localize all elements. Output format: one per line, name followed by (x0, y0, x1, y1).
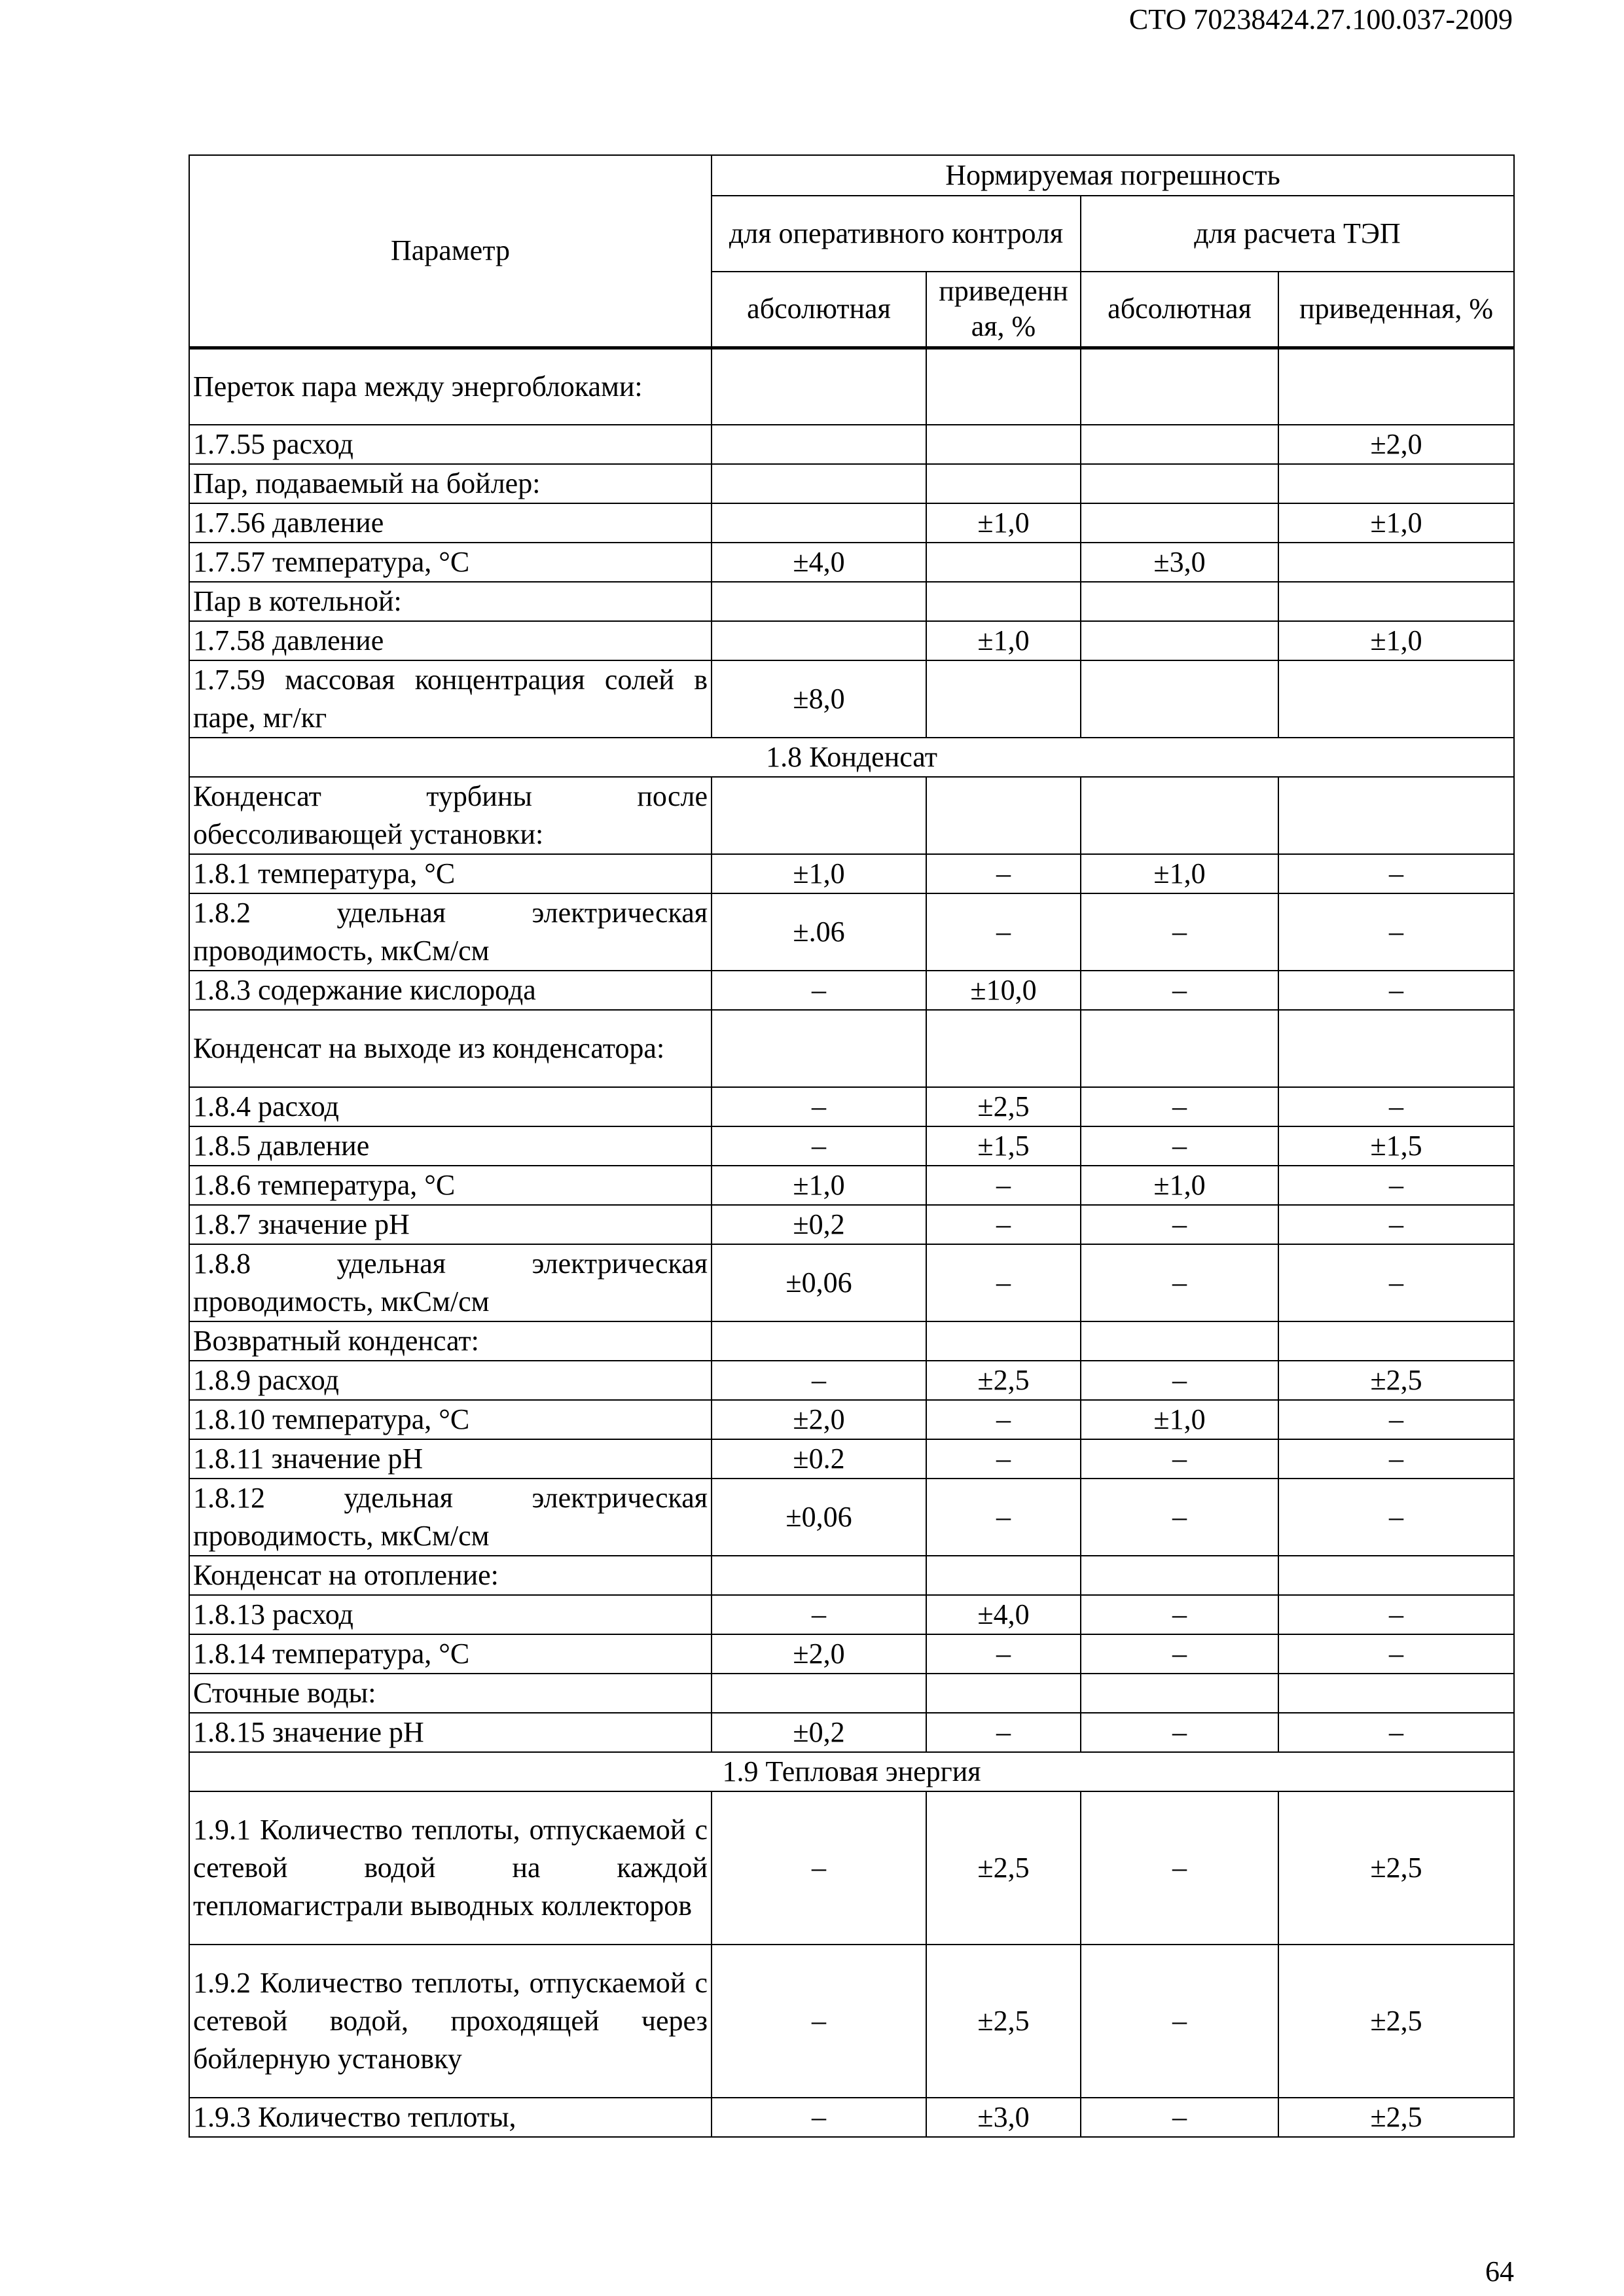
absolute-operational-cell: – (712, 1361, 926, 1400)
table-row (189, 1479, 1514, 1556)
absolute-operational-cell: ±8,0 (712, 660, 926, 738)
column-header-parameter: Параметр (189, 155, 712, 348)
absolute-operational-cell: ±4,0 (712, 543, 926, 582)
table-row (189, 348, 1514, 425)
reduced-tep-cell: ±1,0 (1278, 621, 1514, 660)
absolute-tep-cell: – (1081, 1634, 1278, 1674)
reduced-tep-cell: ±2,0 (1278, 425, 1514, 464)
parameter-cell: 1.7.55 расход (189, 425, 712, 464)
absolute-operational-cell: – (712, 1595, 926, 1634)
parameter-cell: Сточные воды: (189, 1674, 712, 1713)
column-header-tep-calculation: для расчета ТЭП (1081, 196, 1514, 272)
table-row (189, 1126, 1514, 1166)
reduced-tep-cell: ±2,5 (1278, 1945, 1514, 2098)
header-row-1 (189, 155, 1514, 196)
table-row (189, 1556, 1514, 1595)
table-row (189, 1010, 1514, 1087)
reduced-operational-cell: ±2,5 (926, 1791, 1081, 1945)
absolute-operational-cell (712, 425, 926, 464)
table-row (189, 1791, 1514, 1945)
reduced-operational-cell (926, 582, 1081, 621)
absolute-operational-cell (712, 777, 926, 854)
absolute-tep-cell: ±1,0 (1081, 1166, 1278, 1205)
table-row (189, 1361, 1514, 1400)
reduced-tep-cell: – (1278, 854, 1514, 893)
reduced-operational-cell: – (926, 1634, 1081, 1674)
table-row (189, 503, 1514, 543)
absolute-tep-cell: ±1,0 (1081, 1400, 1278, 1439)
absolute-tep-cell: – (1081, 1713, 1278, 1752)
parameter-cell: 1.8.7 значение рН (189, 1205, 712, 1244)
reduced-operational-cell (926, 1556, 1081, 1595)
absolute-tep-cell: – (1081, 1087, 1278, 1126)
parameter-cell: 1.8.1 температура, °С (189, 854, 712, 893)
absolute-operational-cell (712, 348, 926, 425)
absolute-operational-cell (712, 1321, 926, 1361)
reduced-tep-cell: – (1278, 1634, 1514, 1674)
absolute-operational-cell: – (712, 1945, 926, 2098)
absolute-tep-cell (1081, 777, 1278, 854)
table-row (189, 1439, 1514, 1479)
absolute-tep-cell: ±3,0 (1081, 543, 1278, 582)
absolute-operational-cell: – (712, 1087, 926, 1126)
reduced-tep-cell: – (1278, 1166, 1514, 1205)
reduced-operational-cell (926, 464, 1081, 503)
absolute-tep-cell (1081, 464, 1278, 503)
absolute-tep-cell: ±1,0 (1081, 854, 1278, 893)
table-row (189, 543, 1514, 582)
reduced-tep-cell: – (1278, 1713, 1514, 1752)
table-row (189, 1205, 1514, 1244)
reduced-operational-cell: ±2,5 (926, 1087, 1081, 1126)
reduced-operational-cell: ±1,0 (926, 503, 1081, 543)
table-row (189, 464, 1514, 503)
reduced-operational-cell: ±10,0 (926, 971, 1081, 1010)
reduced-operational-cell: – (926, 1400, 1081, 1439)
parameter-cell: 1.8.2 удельная электрическая проводимость, мкСм/см (189, 893, 712, 971)
parameter-cell: Пар в котельной: (189, 582, 712, 621)
reduced-operational-cell: – (926, 1166, 1081, 1205)
absolute-operational-cell: – (712, 1791, 926, 1945)
reduced-operational-cell: ±2,5 (926, 1361, 1081, 1400)
table-row (189, 582, 1514, 621)
absolute-operational-cell: ±2,0 (712, 1634, 926, 1674)
table-row (189, 1634, 1514, 1674)
parameter-cell: 1.8.8 удельная электрическая проводимость, мкСм/см (189, 1244, 712, 1321)
document-code: СТО 70238424.27.100.037-2009 (1128, 3, 1513, 35)
parameter-cell: Переток пара между энергоблоками: (189, 348, 712, 425)
table-row (189, 425, 1514, 464)
reduced-operational-cell: ±1,0 (926, 621, 1081, 660)
parameter-cell: 1.8.9 расход (189, 1361, 712, 1400)
reduced-operational-cell (926, 1674, 1081, 1713)
reduced-tep-cell (1278, 1674, 1514, 1713)
reduced-operational-cell: ±1,5 (926, 1126, 1081, 1166)
absolute-tep-cell (1081, 425, 1278, 464)
parameter-cell: 1.7.56 давление (189, 503, 712, 543)
absolute-tep-cell (1081, 1674, 1278, 1713)
absolute-operational-cell: ±1,0 (712, 1166, 926, 1205)
table-row (189, 1595, 1514, 1634)
parameter-cell: 1.7.58 давление (189, 621, 712, 660)
table-row (189, 660, 1514, 738)
absolute-tep-cell: – (1081, 1205, 1278, 1244)
reduced-operational-cell: ±2,5 (926, 1945, 1081, 2098)
page-number: 64 (1485, 2255, 1514, 2287)
absolute-operational-cell (712, 1010, 926, 1087)
reduced-tep-cell: – (1278, 1479, 1514, 1556)
absolute-tep-cell (1081, 582, 1278, 621)
reduced-operational-cell: – (926, 1244, 1081, 1321)
absolute-tep-cell: – (1081, 1791, 1278, 1945)
absolute-operational-cell (712, 582, 926, 621)
absolute-operational-cell: ±1,0 (712, 854, 926, 893)
reduced-tep-cell: – (1278, 1439, 1514, 1479)
parameter-cell: 1.8.15 значение рН (189, 1713, 712, 1752)
absolute-tep-cell: – (1081, 893, 1278, 971)
table-row (189, 1087, 1514, 1126)
table-row (189, 1166, 1514, 1205)
parameter-cell: 1.9.2 Количество теплоты, отпускаемой с сетевой водой, проходящей через бойлерную установку (189, 1945, 712, 2098)
absolute-operational-cell (712, 1674, 926, 1713)
absolute-operational-cell (712, 621, 926, 660)
absolute-tep-cell (1081, 1321, 1278, 1361)
reduced-operational-cell: – (926, 1479, 1081, 1556)
parameter-cell: Возвратный конденсат: (189, 1321, 712, 1361)
absolute-tep-cell: – (1081, 1439, 1278, 1479)
column-header-absolute-operational: абсолютная (712, 272, 926, 348)
parameter-cell: 1.9.3 Количество теплоты, (189, 2098, 712, 2137)
table-row (189, 1400, 1514, 1439)
reduced-tep-cell: ±2,5 (1278, 1791, 1514, 1945)
column-header-reduced-operational: приведенн ая, % (926, 272, 1081, 348)
reduced-operational-cell: ±3,0 (926, 2098, 1081, 2137)
reduced-operational-cell: ±4,0 (926, 1595, 1081, 1634)
absolute-operational-cell: ±.06 (712, 893, 926, 971)
reduced-operational-cell (926, 777, 1081, 854)
section-row (189, 738, 1514, 777)
reduced-operational-cell (926, 1010, 1081, 1087)
reduced-tep-cell (1278, 777, 1514, 854)
absolute-tep-cell: – (1081, 1244, 1278, 1321)
reduced-operational-cell (926, 543, 1081, 582)
reduced-operational-cell: – (926, 1439, 1081, 1479)
reduced-operational-cell: – (926, 1713, 1081, 1752)
absolute-operational-cell (712, 1556, 926, 1595)
absolute-operational-cell: – (712, 971, 926, 1010)
absolute-operational-cell: ±0,06 (712, 1479, 926, 1556)
reduced-operational-cell (926, 1321, 1081, 1361)
absolute-tep-cell (1081, 621, 1278, 660)
parameter-cell: Конденсат на отопление: (189, 1556, 712, 1595)
table-row (189, 777, 1514, 854)
reduced-tep-cell: – (1278, 1595, 1514, 1634)
reduced-operational-cell: – (926, 1205, 1081, 1244)
reduced-tep-cell (1278, 1556, 1514, 1595)
table-row (189, 854, 1514, 893)
table-row (189, 893, 1514, 971)
parameter-cell: 1.8.13 расход (189, 1595, 712, 1634)
parameter-cell: 1.8.10 температура, °С (189, 1400, 712, 1439)
absolute-tep-cell: – (1081, 1479, 1278, 1556)
reduced-tep-cell (1278, 1321, 1514, 1361)
absolute-tep-cell (1081, 1556, 1278, 1595)
table-row (189, 1321, 1514, 1361)
reduced-operational-cell: – (926, 893, 1081, 971)
absolute-tep-cell (1081, 660, 1278, 738)
reduced-tep-cell: – (1278, 1087, 1514, 1126)
error-norms-table (189, 154, 1515, 2138)
table-row (189, 1244, 1514, 1321)
reduced-tep-cell (1278, 582, 1514, 621)
absolute-operational-cell (712, 464, 926, 503)
parameter-cell: Конденсат турбины после обессоливающей установки: (189, 777, 712, 854)
table-row (189, 1674, 1514, 1713)
absolute-tep-cell: – (1081, 1126, 1278, 1166)
absolute-tep-cell: – (1081, 1361, 1278, 1400)
table-row (189, 1713, 1514, 1752)
section-title: 1.8 Конденсат (189, 738, 1514, 777)
parameter-cell: 1.8.11 значение рН (189, 1439, 712, 1479)
absolute-tep-cell: – (1081, 2098, 1278, 2137)
absolute-tep-cell (1081, 503, 1278, 543)
absolute-operational-cell: ±0.2 (712, 1439, 926, 1479)
section-row (189, 1752, 1514, 1791)
table-row (189, 2098, 1514, 2137)
reduced-tep-cell: – (1278, 1205, 1514, 1244)
reduced-tep-cell: ±2,5 (1278, 2098, 1514, 2137)
reduced-tep-cell: ±1,0 (1278, 503, 1514, 543)
parameter-cell: 1.7.59 массовая концентрация солей в паре, мг/кг (189, 660, 712, 738)
reduced-tep-cell (1278, 543, 1514, 582)
reduced-operational-cell: – (926, 854, 1081, 893)
absolute-tep-cell: – (1081, 971, 1278, 1010)
absolute-tep-cell (1081, 1010, 1278, 1087)
absolute-operational-cell (712, 503, 926, 543)
reduced-operational-cell (926, 660, 1081, 738)
parameter-cell: Пар, подаваемый на бойлер: (189, 464, 712, 503)
reduced-tep-cell: – (1278, 893, 1514, 971)
column-header-normalized-error: Нормируемая погрешность (712, 155, 1514, 196)
table-body (189, 155, 1514, 2137)
parameter-cell: 1.8.5 давление (189, 1126, 712, 1166)
reduced-tep-cell: – (1278, 971, 1514, 1010)
reduced-tep-cell (1278, 348, 1514, 425)
parameter-cell: 1.8.3 содержание кислорода (189, 971, 712, 1010)
reduced-tep-cell (1278, 660, 1514, 738)
absolute-operational-cell: ±2,0 (712, 1400, 926, 1439)
parameter-cell: 1.7.57 температура, °С (189, 543, 712, 582)
table-row (189, 971, 1514, 1010)
reduced-operational-cell (926, 425, 1081, 464)
section-title: 1.9 Тепловая энергия (189, 1752, 1514, 1791)
parameter-cell: 1.8.4 расход (189, 1087, 712, 1126)
absolute-operational-cell: – (712, 2098, 926, 2137)
reduced-tep-cell: ±2,5 (1278, 1361, 1514, 1400)
reduced-tep-cell: – (1278, 1244, 1514, 1321)
parameter-cell: 1.8.6 температура, °С (189, 1166, 712, 1205)
absolute-operational-cell: ±0,06 (712, 1244, 926, 1321)
reduced-tep-cell: ±1,5 (1278, 1126, 1514, 1166)
parameter-cell: 1.8.12 удельная электрическая проводимость, мкСм/см (189, 1479, 712, 1556)
column-header-operational-control: для оперативного контроля (712, 196, 1081, 272)
column-header-absolute-tep: абсолютная (1081, 272, 1278, 348)
absolute-tep-cell: – (1081, 1945, 1278, 2098)
parameter-cell: 1.9.1 Количество теплоты, отпускаемой с сетевой водой на каждой тепломагистрали выводных коллекторов (189, 1791, 712, 1945)
reduced-operational-cell (926, 348, 1081, 425)
reduced-tep-cell (1278, 1010, 1514, 1087)
absolute-operational-cell: ±0,2 (712, 1713, 926, 1752)
table-row (189, 1945, 1514, 2098)
absolute-operational-cell: – (712, 1126, 926, 1166)
parameter-cell: 1.8.14 температура, °С (189, 1634, 712, 1674)
absolute-tep-cell: – (1081, 1595, 1278, 1634)
parameter-cell: Конденсат на выходе из конденсатора: (189, 1010, 712, 1087)
reduced-tep-cell: – (1278, 1400, 1514, 1439)
table-row (189, 621, 1514, 660)
column-header-reduced-tep: приведенная, % (1278, 272, 1514, 348)
reduced-tep-cell (1278, 464, 1514, 503)
absolute-operational-cell: ±0,2 (712, 1205, 926, 1244)
absolute-tep-cell (1081, 348, 1278, 425)
